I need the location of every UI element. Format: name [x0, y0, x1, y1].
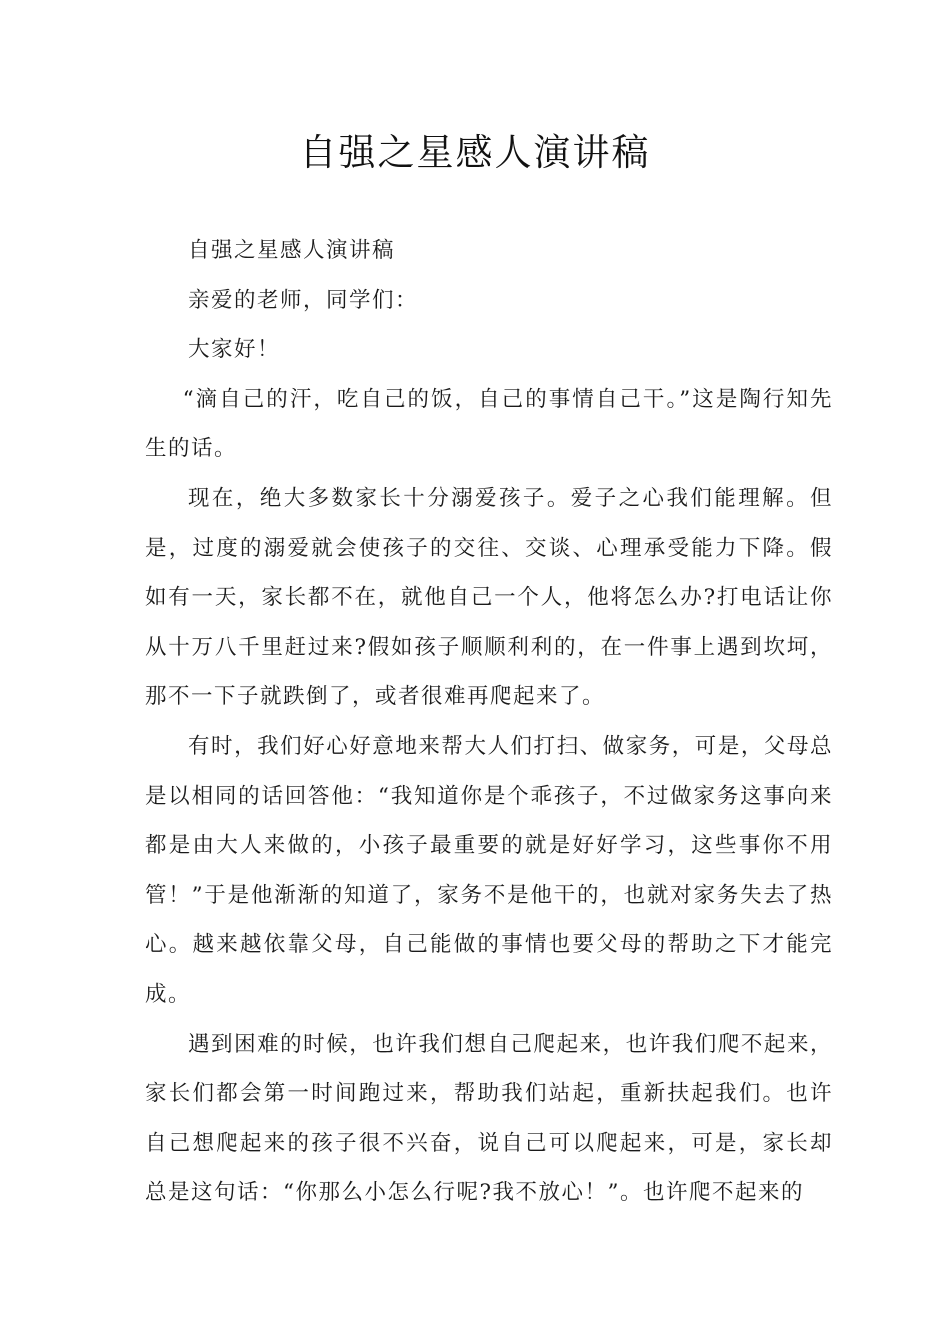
paragraph-salutation: 亲爱的老师，同学们： [188, 287, 419, 313]
paragraph-body: 遇到困难的时候，也许我们想自己爬起来，也许我们爬不起来，家长们都会第一时间跑过来，帮助我们站起，重新扶起我们。也许自己想爬起来的孩子很不兴奋，说自己可以爬起来，可是，家长却总是这句话：“你那么小怎么行呢?我不放心！”。也许爬不起来的 [145, 1031, 833, 1206]
paragraph-quote: “滴自己的汗，吃自己的饭，自己的事情自己干。”这是陶行知先生的话。 [145, 386, 833, 462]
paragraph-body: 有时，我们好心好意地来帮大人们打扫、做家务，可是，父母总是以相同的话回答他：“我知道你是个乖孩子，不过做家务这事向来都是由大人来做的，小孩子最重要的就是好好学习，这些事你不用管！”于是他渐渐的知道了，家务不是他干的，也就对家务失去了热心。越来越依靠父母，自己能做的事情也要父母的帮助之下才能完成。 [145, 733, 833, 1007]
paragraph-greeting: 大家好！ [188, 337, 281, 363]
document-title: 自强之星感人演讲稿 [299, 131, 651, 174]
paragraph-body: 现在，绝大多数家长十分溺爱孩子。爱子之心我们能理解。但是，过度的溺爱就会使孩子的交往、交谈、心理承受能力下降。假如有一天，家长都不在，就他自己一个人，他将怎么办?打电话让你从十万八千里赶过来?假如孩子顺顺利利的，在一件事上遇到坎坷，那不一下子就跌倒了，或者很难再爬起来了。 [145, 485, 833, 710]
document-body [145, 226, 833, 1218]
paragraph-subtitle: 自强之星感人演讲稿 [188, 238, 396, 263]
